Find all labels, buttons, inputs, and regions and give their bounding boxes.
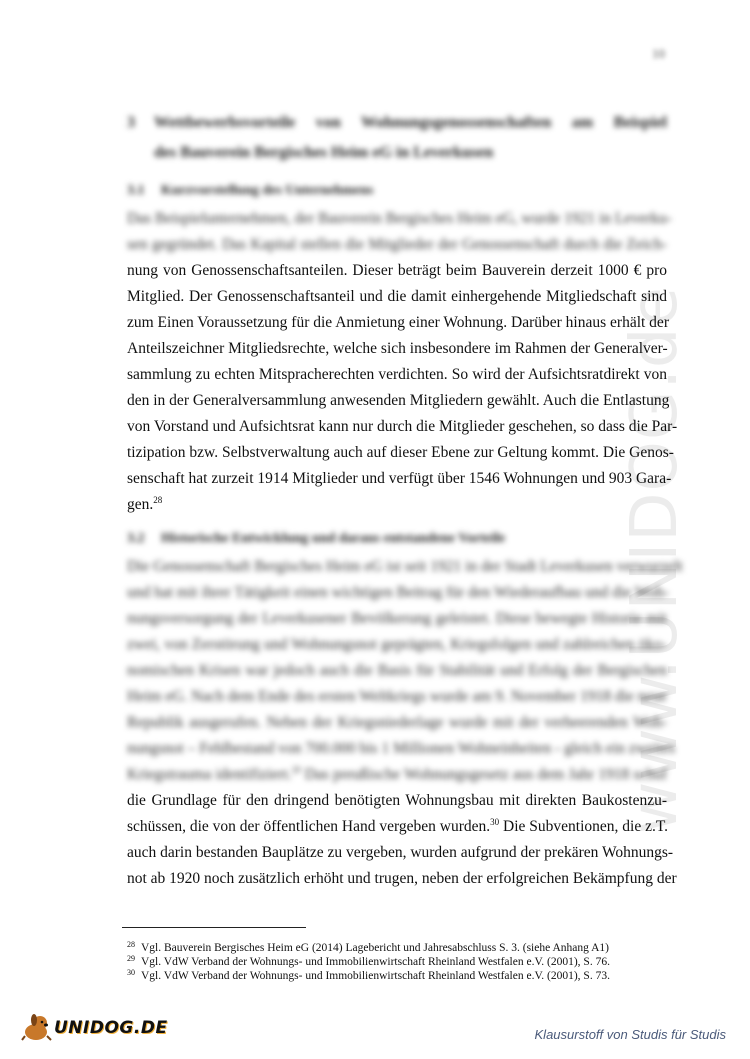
- text-line: [127, 492, 667, 518]
- footnote-ref-30: 30: [490, 817, 500, 827]
- section-title-line-2: des Bauverein Bergisches Heim eG in Leverkusen: [154, 144, 494, 161]
- subsection-number: 3.2: [127, 531, 145, 546]
- section-heading: [127, 108, 667, 168]
- text-line: die Grundlage für den dringend benötigten Wohnungsbau mit direkten Baukostenzu-: [127, 792, 667, 809]
- text-line-blurred: und hat mit ihrer Tätigkeit einen wichtigen Beitrag für den Wiederaufbau und die Woh-: [127, 584, 669, 601]
- logo-text: UNIDOG.DE: [54, 1018, 168, 1038]
- text-line-blurred: nomischen Krisen war jedoch auch die Basis für Stabilität und Erfolg der Bergischen: [127, 662, 667, 679]
- text-line-blurred: Republik ausgerufen. Neben der Kriegsniederlage wurde mit der verheerenden Woh-: [127, 714, 667, 731]
- text-fragment: Das preußische Wohnungsgesetz aus dem Jahr 1918 schuf: [300, 766, 667, 783]
- text-line-blurred: nungsversorgung der Leverkusener Bevölkerung geleistet. Diese bewegte Historie mit: [127, 610, 667, 627]
- text-fragment: schüssen, die von der öffentlichen Hand vergeben wurden.: [127, 818, 491, 835]
- section-title-line-1: Wettbewerbsvorteile von Wohnungsgenossenschaften am Beispiel: [154, 114, 667, 131]
- text-fragment: Kriegstrauma identifiziert.: [127, 766, 292, 783]
- subsection-title: Kurzvorstellung des Unternehmens: [161, 183, 374, 198]
- subsection-heading-3-2: [127, 530, 505, 548]
- text-fragment: Die Subventionen, die z.T.: [499, 818, 669, 835]
- text-line-blurred: Das Beispielunternehmen, der Bauverein Bergisches Heim eG, wurde 1921 in Leverku-: [127, 210, 672, 227]
- section-number: 3: [127, 114, 135, 131]
- footnote-number: 28: [127, 940, 135, 949]
- footnote-28: [127, 941, 610, 955]
- text-line: auch darin bestanden Bauplätze zu vergeben, wurden aufgrund der prekären Wohnungs-: [127, 844, 674, 861]
- text-fragment: gen.: [127, 496, 154, 513]
- footnote-ref-29: 29: [291, 765, 301, 775]
- footnote-ref-28: 28: [153, 495, 163, 505]
- subsection-heading-3-1: [127, 182, 373, 200]
- footnote-separator: [122, 927, 306, 928]
- text-line: [127, 814, 667, 840]
- text-line-blurred: zwei, von Zerstörung und Wohnungsnot geprägten, Kriegsfolgen und zahlreichen öko-: [127, 636, 667, 653]
- text-line-blurred: sen gegründet. Das Kapital stellen die Mitglieder der Genossenschaft durch die Zeich-: [127, 236, 667, 253]
- subsection-title: Historische Entwicklung und daraus entstandene Vorteile: [161, 531, 506, 546]
- footnote-29: [127, 955, 610, 969]
- text-line: Anteilszeichner Mitgliedsrechte, welche sich insbesondere im Rahmen der Generalver-: [127, 340, 668, 357]
- footnote-text: Vgl. VdW Verband der Wohnungs- und Immobilienwirtschaft Rheinland Westfalen e.V. (2001), S. 76.: [141, 956, 610, 968]
- text-line-blurred: Heim eG. Nach dem Ende des ersten Weltkriegs wurde am 9. November 1918 die neue: [127, 688, 667, 705]
- footnote-number: 29: [127, 954, 135, 963]
- text-line: not ab 1920 noch zusätzlich erhöht und trugen, neben der erfolgreichen Bekämpfung der: [127, 870, 677, 887]
- subsection-number: 3.1: [127, 183, 145, 198]
- footnote-text: Vgl. Bauverein Bergisches Heim eG (2014) Lagebericht und Jahresabschluss S. 3. (siehe Anhang A1): [141, 942, 609, 954]
- unidog-logo[interactable]: [20, 1012, 168, 1042]
- text-line-blurred: nungsnot – Fehlbestand von 700.000 bis 1 Millionen Wohneinheiten - gleich ein zweites: [127, 740, 676, 757]
- text-line: senschaft hat zurzeit 1914 Mitglieder und verfügt über 1546 Wohnungen und 903 Gara-: [127, 470, 672, 487]
- text-line-blurred: Die Genossenschaft Bergisches Heim eG ist seit 1921 in der Stadt Leverkusen verwurzelt: [127, 558, 683, 575]
- watermark-text: www.UNIDOG.de: [618, 286, 692, 834]
- text-line: zum Einen Voraussetzung für die Anmietung einer Wohnung. Darüber hinaus erhält der: [127, 314, 669, 331]
- paragraph-history: [127, 554, 683, 892]
- text-line: von Vorstand und Aufsichtsrat kann nur durch die Mitglieder geschehen, so dass die Par-: [127, 418, 678, 435]
- paragraph-company-intro: [127, 206, 678, 518]
- text-line: Mitglied. Der Genossenschaftsanteil und die damit einhergehende Mitgliedschaft sind: [127, 288, 667, 305]
- footnotes: [127, 941, 610, 983]
- footer-tagline: Klausurstoff von Studis für Studis: [534, 1027, 726, 1042]
- text-line: den in der Generalversammlung anwesenden Mitgliedern gewählt. Auch die Entlastung: [127, 392, 670, 409]
- footnote-text: Vgl. VdW Verband der Wohnungs- und Immobilienwirtschaft Rheinland Westfalen e.V. (2001), S. 73.: [141, 970, 610, 982]
- text-line: tizipation bzw. Selbstverwaltung auch auf dieser Ebene zur Geltung kommt. Die Genos-: [127, 444, 674, 461]
- footnote-30: [127, 969, 610, 983]
- text-line-blurred: [127, 762, 667, 788]
- text-line: sammlung zu echten Mitspracherechten verdichten. So wird der Aufsichtsratdirekt von: [127, 366, 667, 383]
- text-line: nung von Genossenschaftsanteilen. Dieser beträgt beim Bauverein derzeit 1000 € pro: [127, 262, 667, 279]
- footnote-number: 30: [127, 968, 135, 977]
- page-number: 10: [652, 46, 665, 61]
- dog-mascot-icon: [20, 1012, 56, 1042]
